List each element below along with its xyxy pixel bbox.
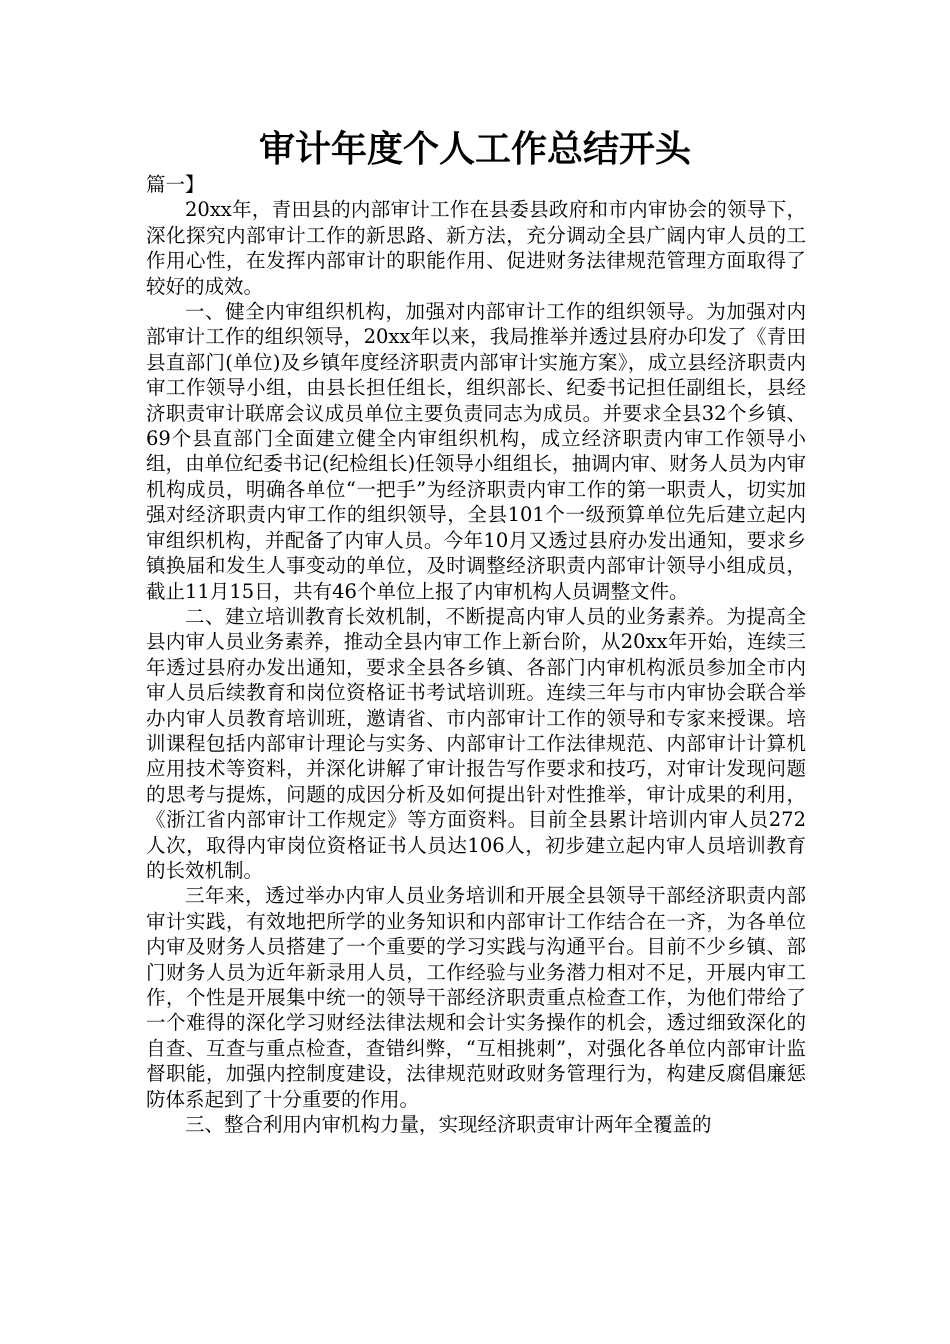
paragraph-three-years: 三年来，透过举办内审人员业务培训和开展全县领导干部经济职责内部审计实践，有效地把所学的业务知识和内部审计工作结合在一齐，为各单位内审及财务人员搭建了一个重要的学习实践与沟通平台。目前不少乡镇、部门财务人员为近年新录用人员，工作经验与业务潜力相对不足，开展内审工作，个性是开展集中统一的领导干部经济职责重点检查工作，为他们带给了一个难得的深化学习财经法律法规和会计实务操作的机会，透过细致深化的自查、互查与重点检查，查错纠弊，“互相挑刺”，对强化各单位内部审计监督职能，加强内控制度建设，法律规范财政财务管理行为，构建反腐倡廉惩防体系起到了十分重要的作用。: [146, 884, 806, 1111]
paragraph-section-3: 三、整合利用内审机构力量，实现经济职责审计两年全覆盖的: [185, 1113, 712, 1137]
paragraph-section-1: 一、健全内审组织机构，加强对内部审计工作的组织领导。为加强对内部审计工作的组织领导，20xx年以来，我局推举并透过县府办印发了《青田县直部门(单位)及乡镇年度经济职责内部审计实施方案》，成立县经济职责内审工作领导小组，由县长担任组长，组织部长、纪委书记担任副组长，县经济职责审计联席会议成员单位主要负责同志为成员。并要求全县32个乡镇、69个县直部门全面建立健全内审组织机构，成立经济职责内审工作领导小组，由单位纪委书记(纪检组长)任领导小组组长，抽调内审、财务人员为内审机构成员，明确各单位“一把手”为经济职责内审工作的第一职责人，切实加强对经济职责内审工作的组织领导，全县101个一级预算单位先后建立起内审组织机构，并配备了内审人员。今年10月又透过县府办发出通知，要求乡镇换届和发生人事变动的单位，及时调整经济职责内部审计领导小组成员，截止11月15日，共有46个单位上报了内审机构人员调整文件。: [146, 300, 806, 603]
section-label: 篇一】: [146, 173, 205, 196]
paragraph-section-2: 二、建立培训教育长效机制，不断提高内审人员的业务素养。为提高全县内审人员业务素养，推动全县内审工作上新台阶，从20xx年开始，连续三年透过县府办发出通知，要求全县各乡镇、各部门内审机构派员参加全市内审人员后续教育和岗位资格证书考试培训班。连续三年与市内审协会联合举办内审人员教育培训班，邀请省、市内部审计工作的领导和专家来授课。培训课程包括内部审计理论与实务、内部审计工作法律规范、内部审计计算机应用技术等资料，并深化讲解了审计报告写作要求和技巧，对审计发现问题的思考与提炼，问题的成因分析及如何提出针对性推举，审计成果的利用，《浙江省内部审计工作规定》等方面资料。目前全县累计培训内审人员272人次，取得内审岗位资格证书人员达106人，初步建立起内审人员培训教育的长效机制。: [146, 604, 806, 882]
document-body: [146, 172, 806, 1137]
paragraph-intro: 20xx年，青田县的内部审计工作在县委县政府和市内审协会的领导下，深化探究内部审计工作的新思路、新方法，充分调动全县广阔内审人员的工作用心性，在发挥内部审计的职能作用、促进财务法律规范管理方面取得了较好的成效。: [146, 198, 806, 298]
document-title: 审计年度个人工作总结开头: [258, 129, 691, 170]
